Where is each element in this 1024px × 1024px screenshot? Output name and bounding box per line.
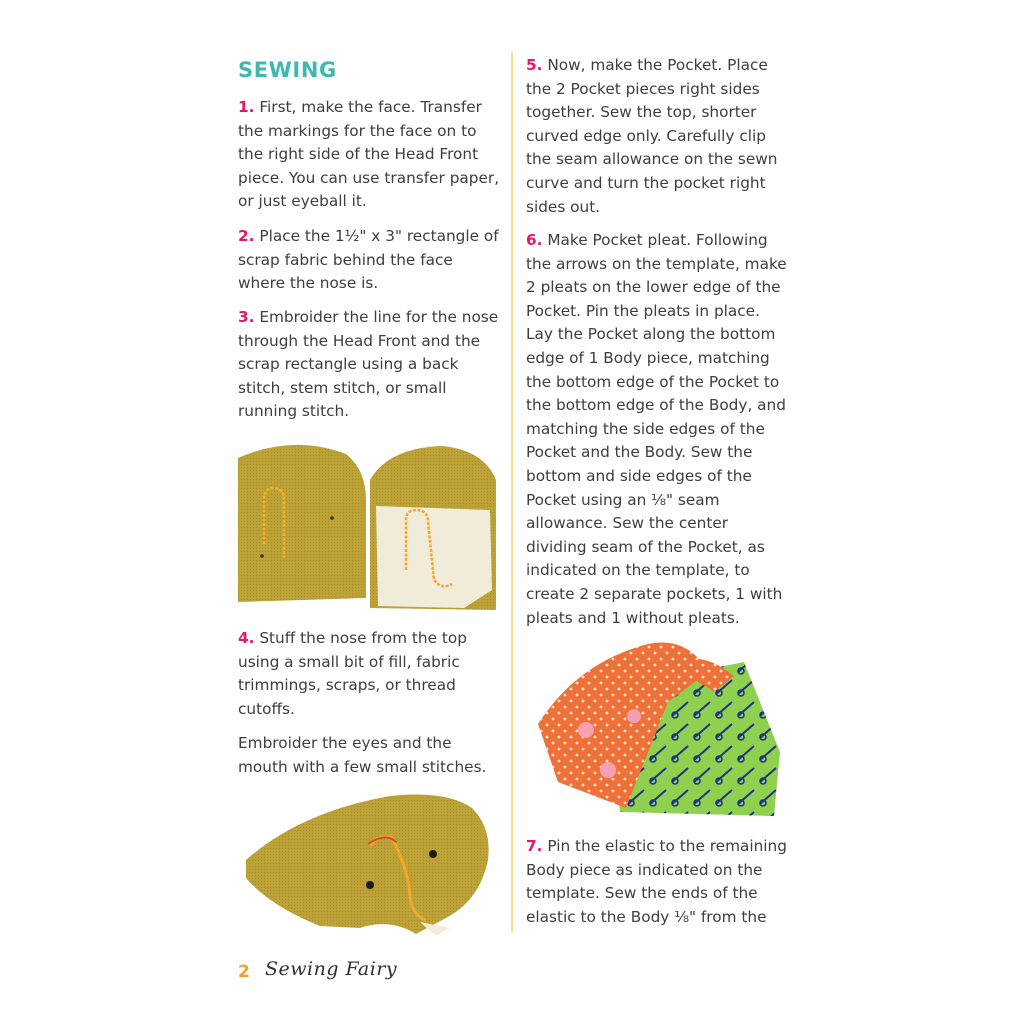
step-number: 1. [238, 98, 255, 116]
face-embroidered-photo [240, 788, 502, 936]
step-text: First, make the face. Transfer the markings for the face on to the right side of the Head Front piece. You can use transfer paper, or just eyeball it. [238, 98, 500, 211]
step-5 [526, 54, 788, 219]
step-text: Embroider the line for the nose through the Head Front and the scrap rectangle using a back stitch, stem stitch, or small running stitch. [238, 308, 499, 421]
brand-name: Sewing Fairy [265, 958, 398, 980]
step-number: 7. [526, 837, 543, 855]
step-3 [238, 306, 500, 424]
step-2 [238, 225, 500, 296]
step-1 [238, 96, 500, 214]
step-4-continued [238, 732, 500, 779]
step-text: Now, make the Pocket. Place the 2 Pocket pieces right sides together. Sew the top, shorter curved edge only. Carefully clip the seam allowance on the sewn curve and turn the pocket right sides out. [526, 56, 778, 216]
step-text: Make Pocket pleat. Following the arrows on the template, make 2 pleats on the lower edge of the Pocket. Pin the pleats in place. Lay the Pocket along the bottom edge of 1 Body piece, matching the bottom edge of the Pocket to the bottom edge of the Body, and matching the side edges of the Pocket and the Body. Sew the bottom and side edges of the Pocket using an ⅛" seam allowance. Sew the center dividing seam of the Pocket, as indicated on the template, to create 2 separate pockets, 1 with pleats and 1 without pleats. [526, 231, 787, 627]
nose-stitch-photo-front [238, 440, 496, 612]
step-number: 4. [238, 629, 255, 647]
step-7 [526, 835, 788, 929]
pocket-pleat-photo [538, 632, 780, 818]
step-number: 5. [526, 56, 543, 74]
step-text: Pin the elastic to the remaining Body piece as indicated on the template. Sew the ends of the elastic to the Body ⅛" from the [526, 837, 787, 926]
step-text: Stuff the nose from the top using a small bit of fill, fabric trimmings, scraps, or thread cutoffs. [238, 629, 467, 718]
step-number: 3. [238, 308, 255, 326]
page-number: 2 [238, 962, 250, 982]
section-heading: SEWING [238, 58, 337, 82]
step-4 [238, 627, 500, 721]
step-text: Place the 1½" x 3" rectangle of scrap fabric behind the face where the nose is. [238, 227, 499, 293]
step-number: 2. [238, 227, 255, 245]
step-6 [526, 229, 788, 630]
step-text: Embroider the eyes and the mouth with a few small stitches. [238, 734, 487, 776]
step-number: 6. [526, 231, 543, 249]
column-divider [511, 52, 513, 932]
